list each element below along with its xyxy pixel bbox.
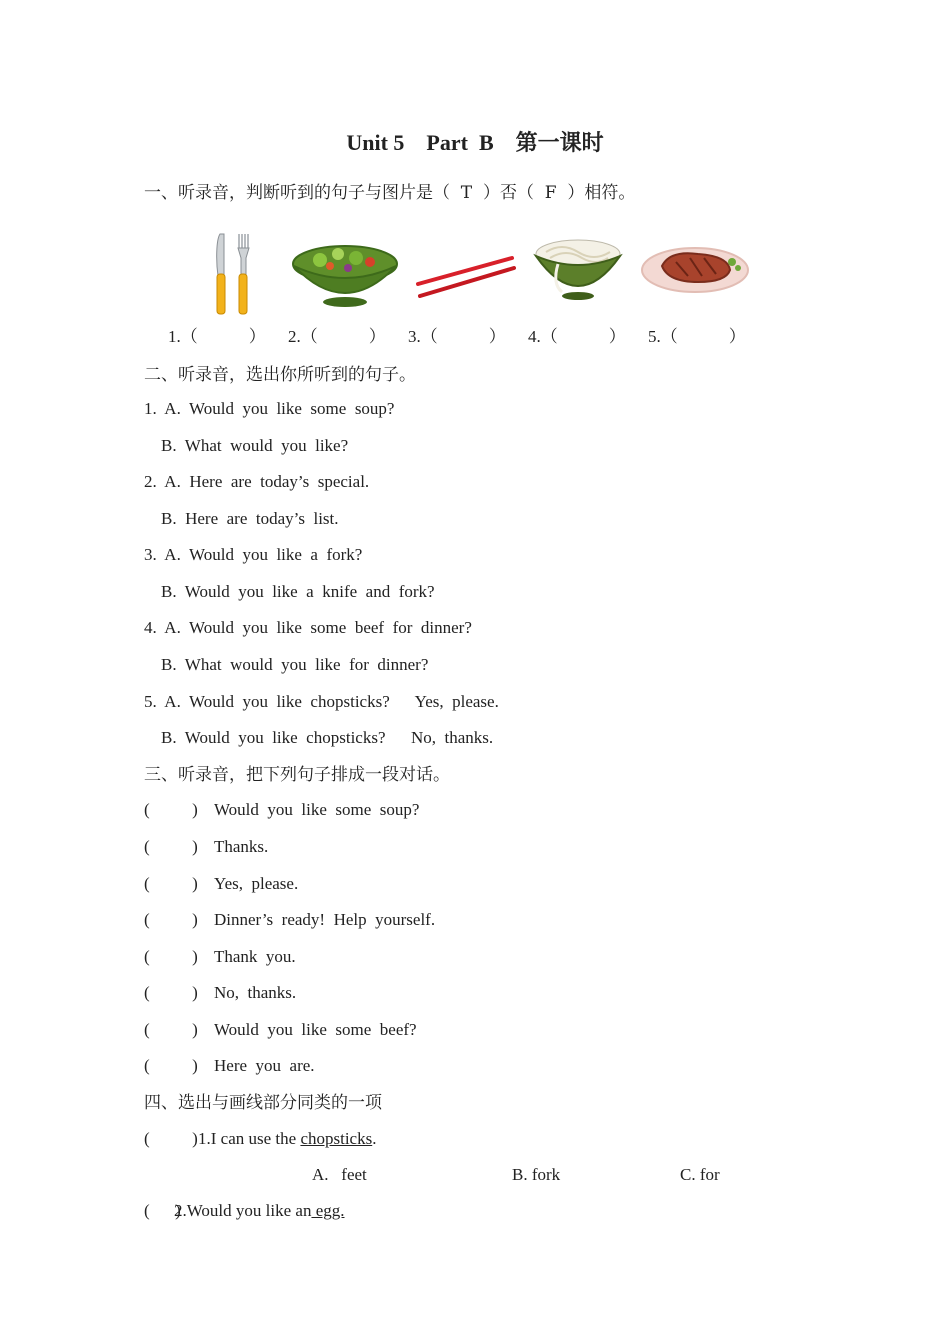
- s2-line: 4. A. Would you like some beef for dinner?: [144, 618, 472, 637]
- option-b[interactable]: B. fork: [512, 1165, 561, 1184]
- knife-and-fork-icon: [210, 232, 258, 316]
- answer-3[interactable]: 3.（ ）: [408, 327, 506, 346]
- order-blank[interactable]: ( ): [144, 947, 198, 966]
- order-blank[interactable]: ( ): [144, 910, 198, 929]
- order-blank[interactable]: ( ): [144, 1020, 198, 1039]
- page-title: Unit 5 Part B 第一课时: [346, 130, 604, 155]
- q1-underlined: chopsticks: [300, 1129, 373, 1148]
- salad-bowl-icon: [290, 240, 400, 310]
- dialog-line: Would you like some beef?: [214, 1020, 417, 1039]
- dialog-line: Here you are.: [214, 1056, 315, 1075]
- q2-prefix: 2.Would you like an: [174, 1201, 312, 1220]
- s2-line: B. What would you like for dinner?: [161, 655, 429, 674]
- q2-underlined: egg.: [311, 1201, 345, 1220]
- order-blank[interactable]: ( ): [144, 837, 198, 856]
- s2-line: 2. A. Here are today’s special.: [144, 472, 370, 491]
- q1-text: [198, 1128, 376, 1150]
- dialog-line: Thank you.: [214, 947, 296, 966]
- dialog-line: Yes, please.: [214, 874, 299, 893]
- chopsticks-icon: [414, 254, 516, 300]
- answer-2[interactable]: 2.（ ）: [288, 327, 386, 346]
- order-blank[interactable]: ( ): [144, 983, 198, 1002]
- beef-steak-icon: [640, 240, 750, 296]
- answer-5[interactable]: 5.（ ）: [648, 327, 746, 346]
- option-a[interactable]: A. feet: [312, 1165, 367, 1184]
- q2-blank[interactable]: ( ): [144, 1201, 181, 1220]
- order-blank[interactable]: ( ): [144, 800, 198, 819]
- q1-suffix: .: [372, 1129, 377, 1148]
- q1-blank[interactable]: ( ): [144, 1129, 198, 1148]
- order-blank[interactable]: ( ): [144, 874, 198, 893]
- section3-heading: 三、听录音，把下列句子排成一段对话。: [144, 765, 450, 785]
- q1-prefix: 1.I can use the: [198, 1129, 301, 1148]
- dialog-line: Dinner’s ready! Help yourself.: [214, 910, 436, 929]
- answer-4[interactable]: 4.（ ）: [528, 327, 626, 346]
- dialog-line: Thanks.: [214, 837, 269, 856]
- s2-line: B. Would you like chopsticks? No, thanks.: [161, 728, 494, 747]
- s2-line: 3. A. Would you like a fork?: [144, 545, 363, 564]
- s2-line: B. What would you like?: [161, 436, 349, 455]
- s2-line: 1. A. Would you like some soup?: [144, 399, 395, 418]
- section4-heading: 四、选出与画线部分同类的一项: [144, 1093, 382, 1113]
- section1-heading: 一、听录音，判断听到的句子与图片是（ T ）否（ F ）相符。: [144, 183, 636, 203]
- s2-line: B. Would you like a knife and fork?: [161, 582, 435, 601]
- option-c[interactable]: C. for: [680, 1165, 720, 1184]
- section2-heading: 二、听录音，选出你所听到的句子。: [144, 365, 416, 385]
- noodles-bowl-icon: [532, 234, 624, 302]
- s2-line: 5. A. Would you like chopsticks? Yes, please.: [144, 692, 499, 711]
- s2-line: B. Here are today’s list.: [161, 509, 339, 528]
- order-blank[interactable]: ( ): [144, 1056, 198, 1075]
- q2-text: [174, 1200, 345, 1222]
- dialog-line: No, thanks.: [214, 983, 297, 1002]
- dialog-line: Would you like some soup?: [214, 800, 420, 819]
- answer-1[interactable]: 1.（ ）: [168, 327, 266, 346]
